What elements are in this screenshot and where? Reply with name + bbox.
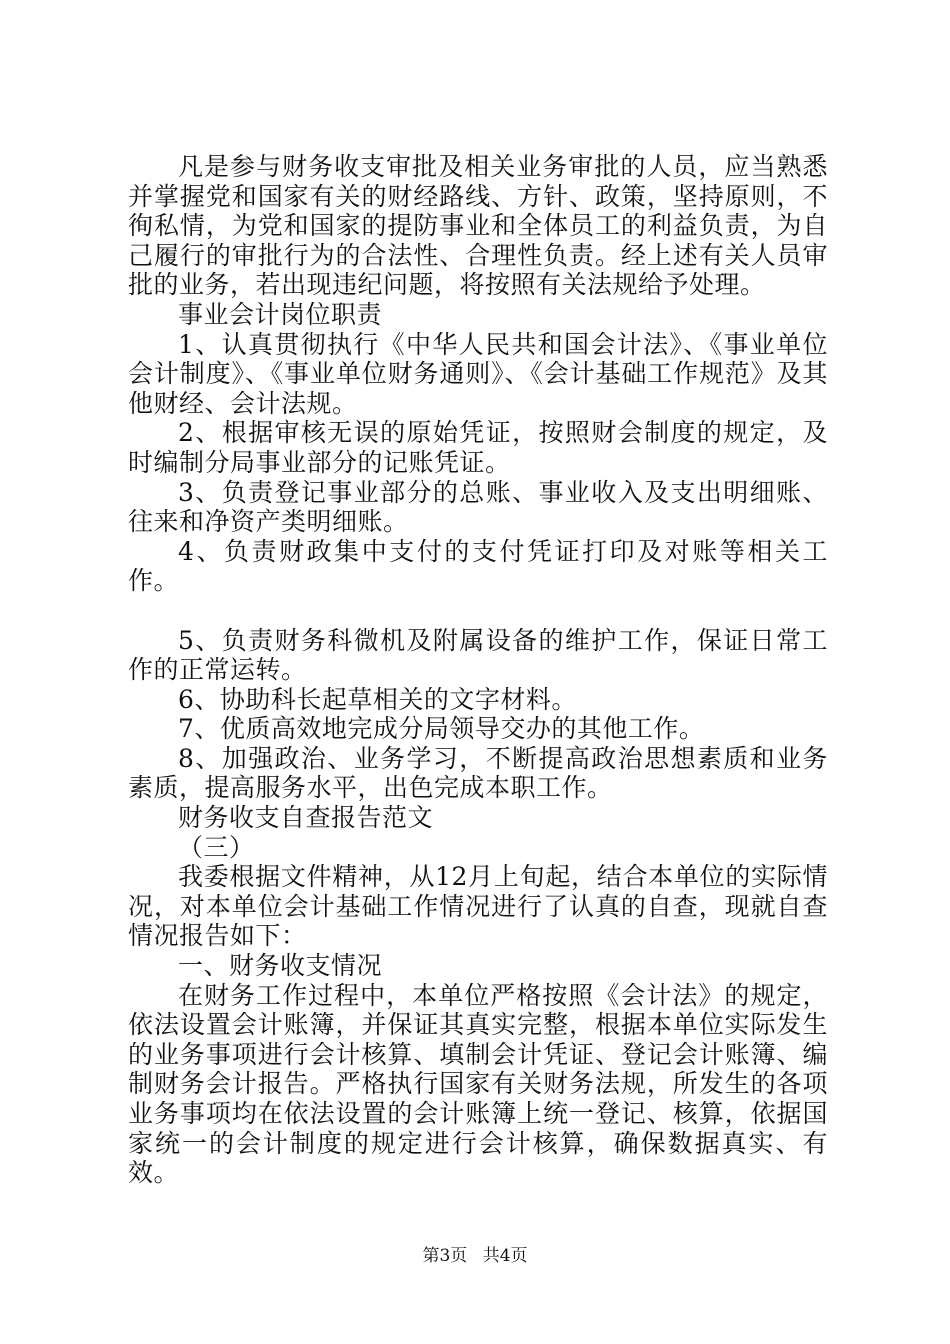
paragraph-report-intro: 我委根据文件精神，从12月上旬起，结合本单位的实际情况，对本单位会计基础工作情况进行了认真的自查，现就自查情况报告如下： <box>128 862 828 951</box>
heading-income-expense: 一、财务收支情况 <box>178 951 383 981</box>
page-total: 共4页 <box>482 1246 528 1266</box>
duty-item-5: 5、负责财务科微机及附属设备的维护工作，保证日常工作的正常运转。 <box>128 625 828 685</box>
page-number: 第3页 <box>422 1246 468 1266</box>
blank-line <box>128 596 828 626</box>
duty-item-4: 4、负责财政集中支付的支付凭证打印及对账等相关工作。 <box>128 536 828 596</box>
page-footer <box>0 1241 950 1266</box>
duty-item-6: 6、协助科长起草相关的文字材料。 <box>178 684 577 714</box>
heading-accounting-duties: 事业会计岗位职责 <box>178 299 383 329</box>
duty-item-3: 3、负责登记事业部分的总账、事业收入及支出明细账、往来和净资产类明细账。 <box>128 477 828 537</box>
duty-item-2: 2、根据审核无误的原始凭证，按照财会制度的规定，及时编制分局事业部分的记账凭证。 <box>128 418 828 477</box>
duty-item-8: 8、加强政治、业务学习，不断提高政治思想素质和业务素质，提高服务水平，出色完成本职工作。 <box>128 743 828 803</box>
duty-item-1: 1、认真贯彻执行《中华人民共和国会计法》、《事业单位会计制度》、《事业单位财务通则》、《会计基础工作规范》及其他财经、会计法规。 <box>128 329 828 418</box>
heading-section-three: （三） <box>178 832 255 862</box>
heading-self-inspection-report: 财务收支自查报告范文 <box>178 803 434 833</box>
duty-item-7: 7、优质高效地完成分局领导交办的其他工作。 <box>178 714 705 744</box>
paragraph-approval-responsibility: 凡是参与财务收支审批及相关业务审批的人员，应当熟悉并掌握党和国家有关的财经路线、方针、政策，坚持原则，不徇私情，为党和国家的提防事业和全体员工的利益负责，为自己履行的审批行为的合法性、合理性负责。经上述有关人员审批的业务，若出现违纪问题，将按照有关法规给予处理。 <box>128 152 828 300</box>
paragraph-financial-work: 在财务工作过程中，本单位严格按照《会计法》的规定，依法设置会计账簿，并保证其真实完整，根据本单位实际发生的业务事项进行会计核算、填制会计凭证、登记会计账簿、编制财务会计报告。严格执行国家有关财务法规，所发生的各项业务事项均在依法设置的会计账簿上统一登记、核算，依据国家统一的会计制度的规定进行会计核算，确保数据真实、有效。 <box>128 980 828 1188</box>
document-body <box>128 152 828 1188</box>
